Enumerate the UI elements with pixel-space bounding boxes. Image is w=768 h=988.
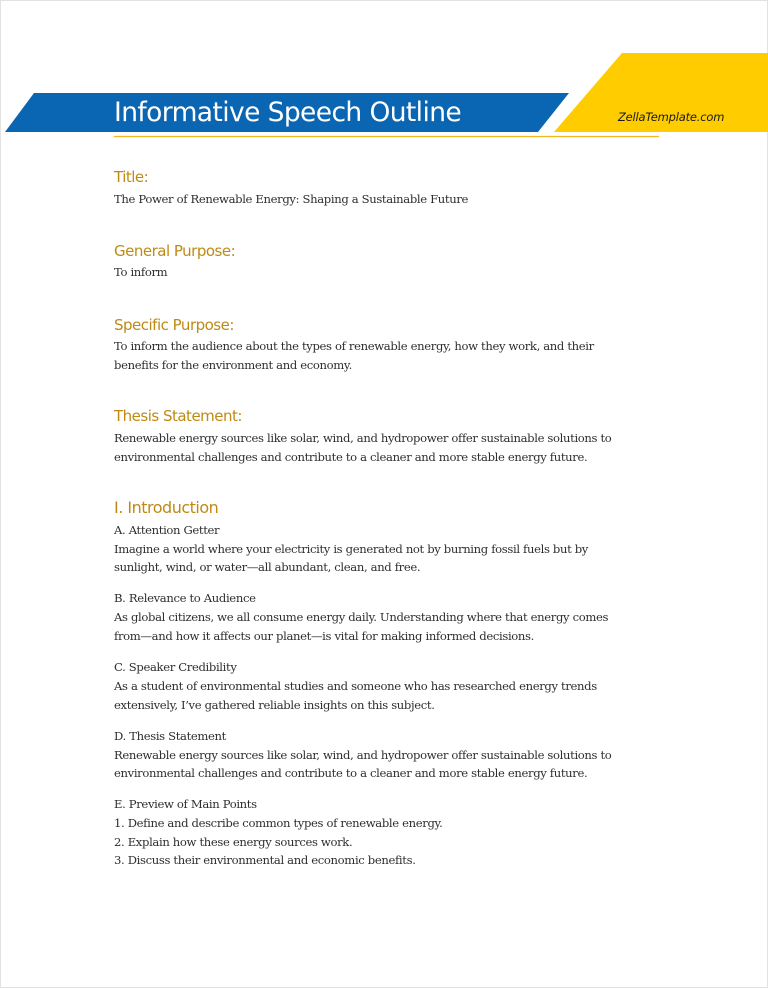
intro-item-line: Renewable energy sources like solar, wind, and hydropower offer sustainable solutions to xyxy=(114,748,612,762)
brand-label: ZellaTemplate.com xyxy=(618,110,725,124)
thesis-line: Renewable energy sources like solar, wind, and hydropower offer sustainable solutions to xyxy=(114,431,612,445)
intro-item-label: B. Relevance to Audience xyxy=(114,591,256,605)
intro-item-line: As a student of environmental studies and someone who has researched energy trends xyxy=(114,679,597,693)
title-text: The Power of Renewable Energy: Shaping a Sustainable Future xyxy=(114,192,469,206)
specific-purpose-line: To inform the audience about the types of renewable energy, how they work, and their xyxy=(114,339,594,353)
intro-item-label: D. Thesis Statement xyxy=(114,729,226,743)
intro-item-line: extensively, I’ve gathered reliable insights on this subject. xyxy=(114,698,435,712)
section-heading-thesis: Thesis Statement: xyxy=(114,407,242,425)
preview-point: 2. Explain how these energy sources work. xyxy=(114,835,353,849)
intro-item-label: A. Attention Getter xyxy=(114,523,220,537)
document-title: Informative Speech Outline xyxy=(114,97,462,128)
section-heading-general-purpose: General Purpose: xyxy=(114,242,236,260)
preview-point: 1. Define and describe common types of renewable energy. xyxy=(114,816,443,830)
section-heading-introduction: I. Introduction xyxy=(114,498,219,517)
intro-item-line: environmental challenges and contribute to a cleaner and more stable energy future. xyxy=(114,766,588,780)
intro-item-line: from—and how it affects our planet—is vital for making informed decisions. xyxy=(114,629,534,643)
intro-item-label: C. Speaker Credibility xyxy=(114,660,237,674)
intro-item-line: Imagine a world where your electricity is generated not by burning fossil fuels but by xyxy=(114,542,588,556)
thesis-line: environmental challenges and contribute to a cleaner and more stable energy future. xyxy=(114,450,588,464)
section-heading-specific-purpose: Specific Purpose: xyxy=(114,316,234,334)
intro-item-label: E. Preview of Main Points xyxy=(114,797,257,811)
preview-point: 3. Discuss their environmental and economic benefits. xyxy=(114,853,416,867)
section-heading-title: Title: xyxy=(114,168,149,186)
specific-purpose-line: benefits for the environment and economy. xyxy=(114,358,352,372)
intro-item-line: sunlight, wind, or water—all abundant, clean, and free. xyxy=(114,560,421,574)
general-purpose-text: To inform xyxy=(114,265,168,279)
intro-item-line: As global citizens, we all consume energy daily. Understanding where that energy comes xyxy=(114,610,609,624)
